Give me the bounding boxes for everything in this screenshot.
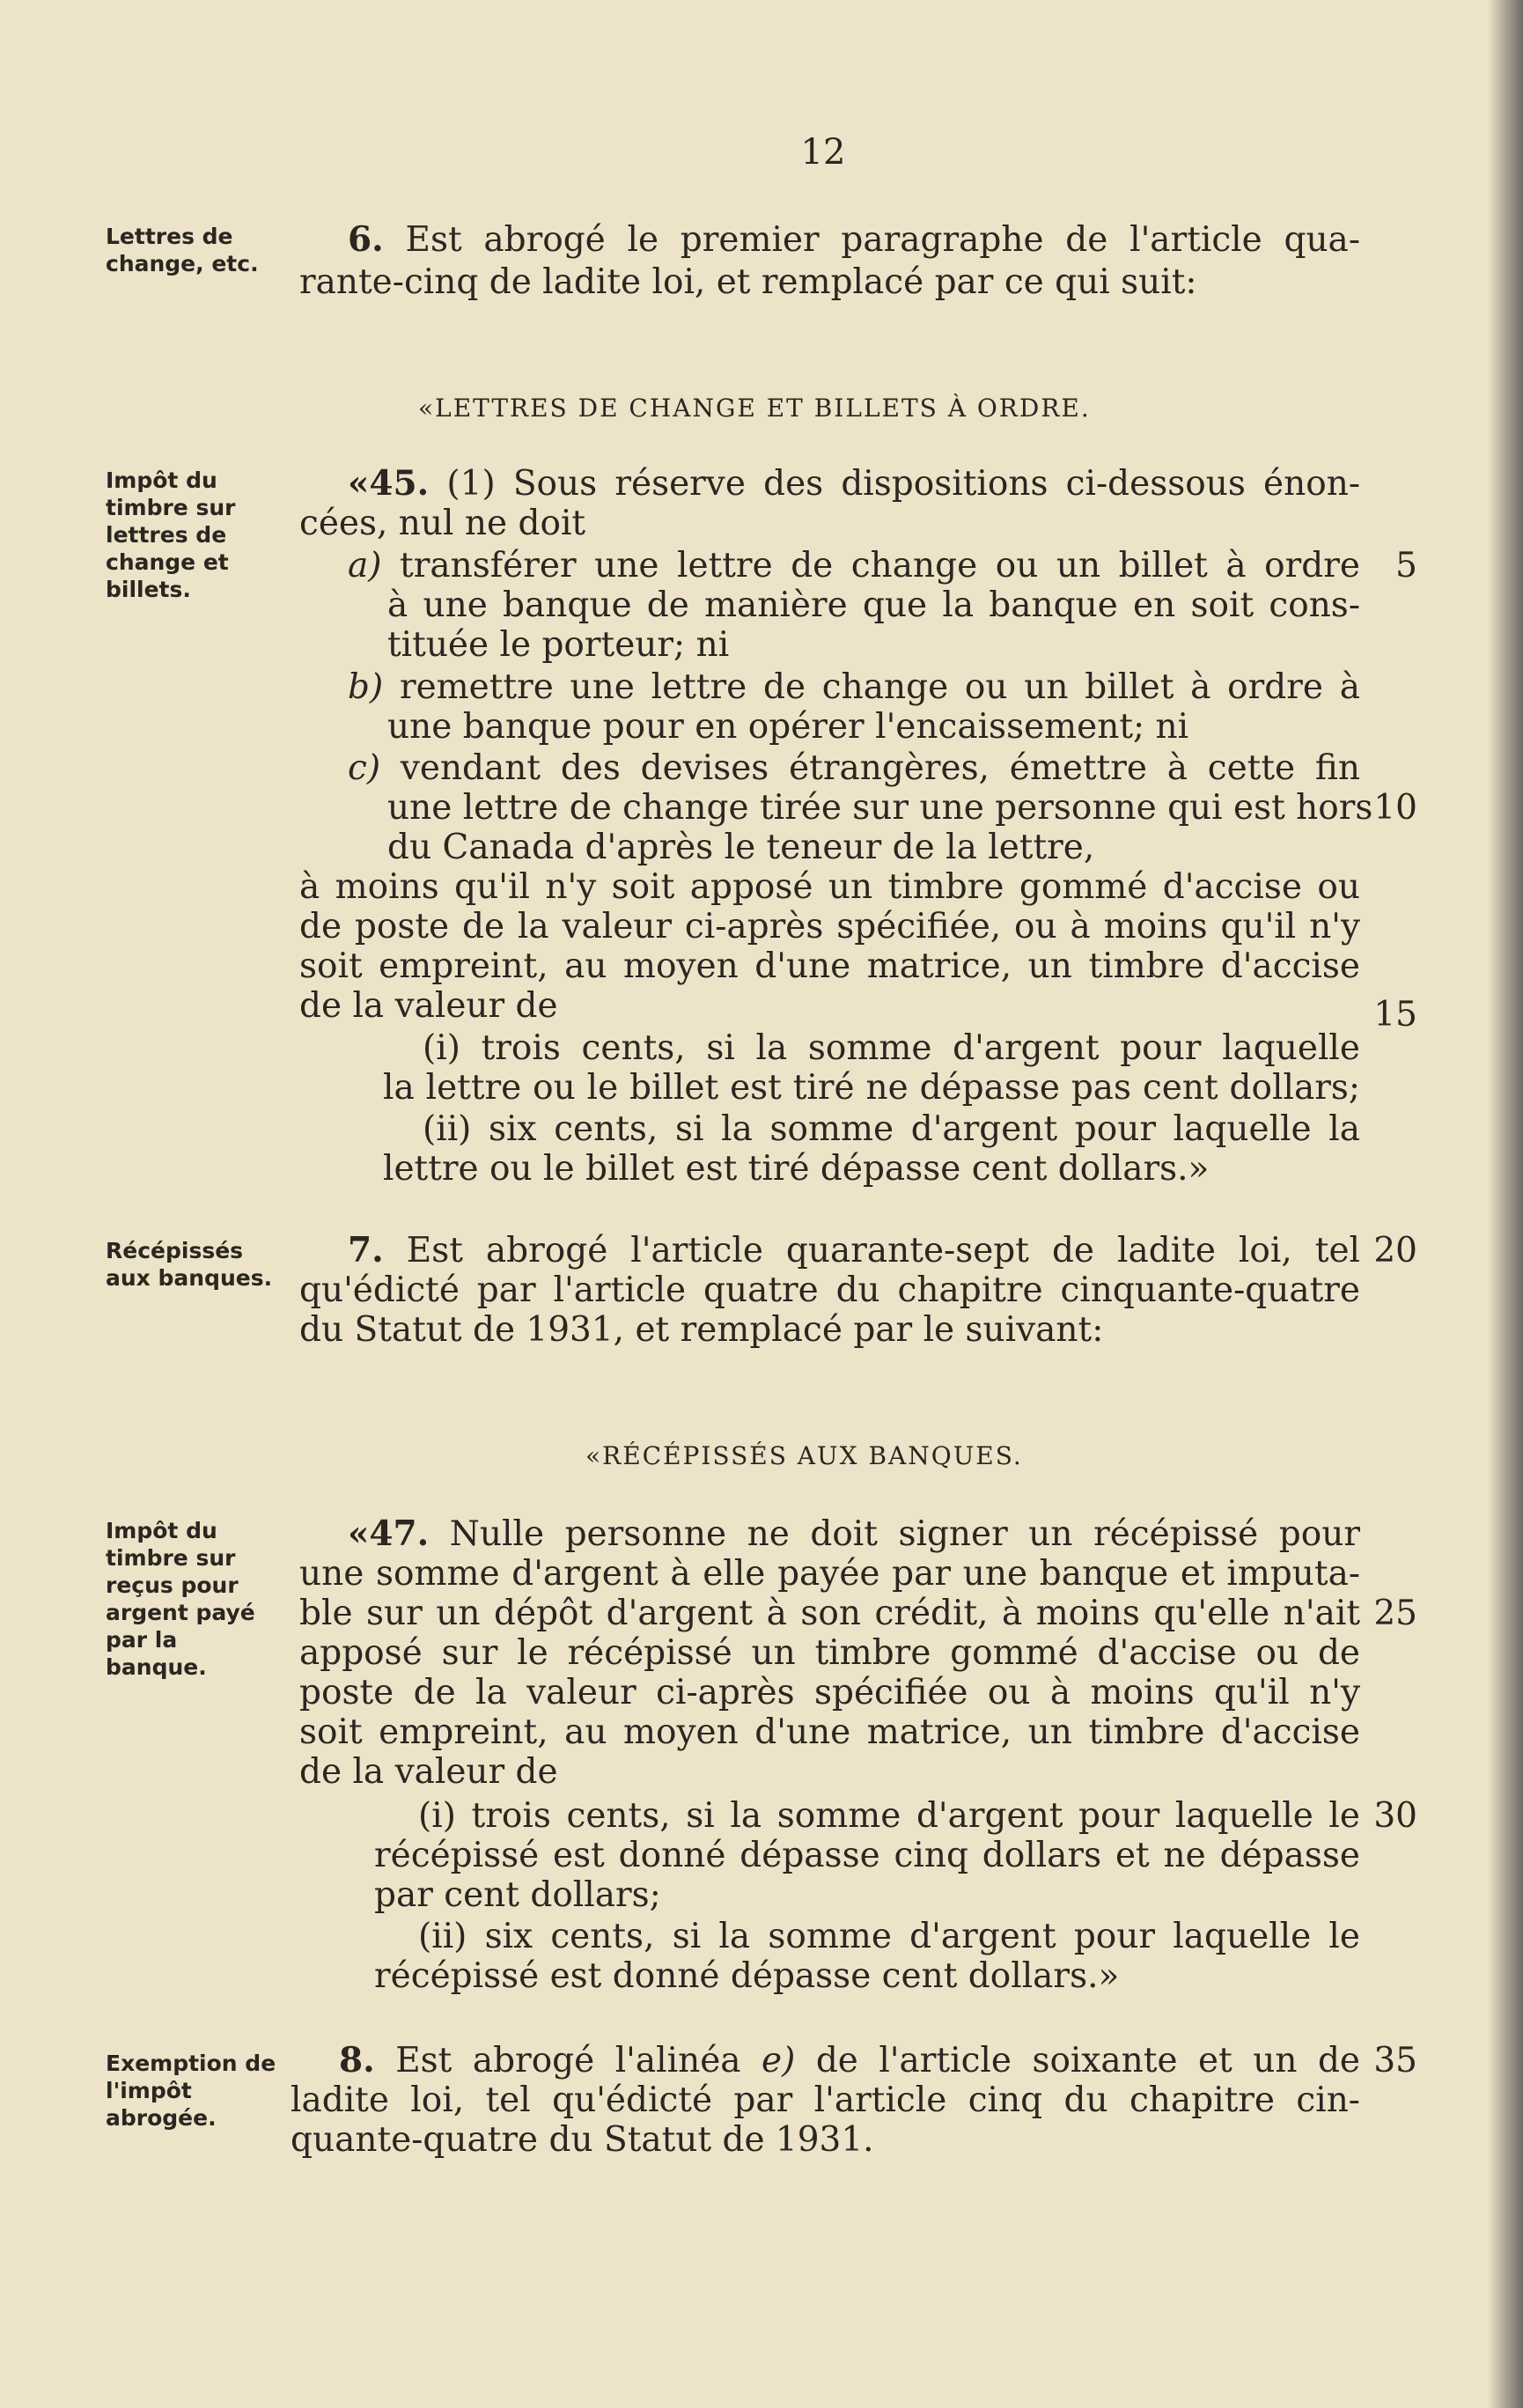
- s6-line-1: 6. Est abrogé le premier paragraphe de l'article qua-: [348, 219, 1360, 260]
- s45-a-line-1: a) transférer une lettre de change ou un billet à ordre: [348, 546, 1360, 585]
- page-number: 12: [800, 132, 846, 173]
- s45-i-line-2: la lettre ou le billet est tiré ne dépasse pas cent dollars;: [383, 1068, 1360, 1108]
- s47-i-line-3: par cent dollars;: [374, 1875, 661, 1915]
- line-number-25: 25: [1373, 1594, 1417, 1633]
- s45-number: «45.: [348, 463, 430, 504]
- s45-p-line-2: de poste de la valeur ci-après spécifiée, ou à moins qu'il n'y: [299, 907, 1360, 946]
- s47-ii-line-1: (ii) six cents, si la somme d'argent pour laquelle le: [418, 1917, 1360, 1956]
- line-number-5: 5: [1395, 546, 1417, 585]
- line-number-10: 10: [1373, 788, 1417, 828]
- s7-line-1: 7. Est abrogé l'article quarante-sept de ladite loi, tel: [348, 1230, 1360, 1270]
- s7-line-3: du Statut de 1931, et remplacé par le suivant:: [299, 1310, 1104, 1350]
- s8-number: 8.: [339, 2040, 375, 2080]
- s6-line-2: rante-cinq de ladite loi, et remplacé par ce qui suit:: [299, 262, 1197, 302]
- s45-a-line-3: tituée le porteur; ni: [387, 625, 730, 665]
- s47-ii-line-2: récépissé est donné dépasse cent dollars.»: [374, 1956, 1120, 1996]
- s47-line-4: apposé sur le récépissé un timbre gommé d'accise ou de: [299, 1633, 1360, 1673]
- s45-ii-line-2: lettre ou le billet est tiré dépasse cent dollars.»: [383, 1149, 1210, 1189]
- s45-line-2: cées, nul ne doit: [299, 504, 586, 543]
- margin-note-exemption: Exemption de l'impôt abrogée.: [106, 2051, 276, 2131]
- heading-recepisses: «RÉCÉPISSÉS AUX BANQUES.: [585, 1441, 1023, 1470]
- s45-c-line-3: du Canada d'après le teneur de la lettre,: [387, 828, 1095, 867]
- page-edge-shadow: [1488, 0, 1523, 2408]
- s45-b-line-1: b) remettre une lettre de change ou un billet à ordre à: [348, 667, 1360, 707]
- s45-line-1: «45. (1) Sous réserve des dispositions ci-dessous énon-: [348, 463, 1360, 504]
- line-number-20: 20: [1373, 1231, 1417, 1270]
- s45-b-line-2: une banque pour en opérer l'encaissement; ni: [387, 707, 1189, 747]
- s45-p-line-1: à moins qu'il n'y soit apposé un timbre gommé d'accise ou: [299, 867, 1360, 907]
- s45-p-line-3: soit empreint, au moyen d'une matrice, un timbre d'accise: [299, 946, 1360, 986]
- s47-line-3: ble sur un dépôt d'argent à son crédit, à moins qu'elle n'ait: [299, 1594, 1360, 1633]
- s47-line-6: soit empreint, au moyen d'une matrice, un timbre d'accise: [299, 1712, 1360, 1752]
- s45-c-line-2: une lettre de change tirée sur une personne qui est hors: [387, 788, 1373, 828]
- s6-number: 6.: [348, 219, 384, 260]
- s8-line-2: ladite loi, tel qu'édicté par l'article cinq du chapitre cin-: [291, 2080, 1360, 2120]
- s45-i-line-1: (i) trois cents, si la somme d'argent pour laquelle: [423, 1028, 1360, 1068]
- s45-p-line-4: de la valeur de: [299, 986, 558, 1026]
- s7-line-2: qu'édicté par l'article quatre du chapitre cinquante-quatre: [299, 1270, 1360, 1310]
- s8-line-3: quante-quatre du Statut de 1931.: [291, 2120, 874, 2160]
- s45-a-line-2: à une banque de manière que la banque en soit cons-: [387, 585, 1360, 625]
- s47-i-line-2: récépissé est donné dépasse cinq dollars et ne dépasse: [374, 1836, 1360, 1875]
- s8-line-1: 8. Est abrogé l'alinéa e) de l'article soixante et un de: [339, 2040, 1360, 2080]
- s7-number: 7.: [348, 1230, 384, 1270]
- heading-lettres-de-change: «LETTRES DE CHANGE ET BILLETS À ORDRE.: [418, 394, 1091, 423]
- s45-ii-line-1: (ii) six cents, si la somme d'argent pour laquelle la: [423, 1109, 1360, 1149]
- s47-number: «47.: [348, 1513, 430, 1554]
- margin-note-impot-recus: Impôt du timbre sur reçus pour argent payé par la banque.: [106, 1518, 255, 1680]
- line-number-35: 35: [1373, 2041, 1417, 2080]
- line-number-15: 15: [1373, 995, 1417, 1035]
- s47-line-5: poste de la valeur ci-après spécifiée ou à moins qu'il n'y: [299, 1673, 1360, 1712]
- s47-line-1: «47. Nulle personne ne doit signer un récépissé pour: [348, 1513, 1360, 1554]
- s47-i-line-1: (i) trois cents, si la somme d'argent pour laquelle le: [418, 1796, 1360, 1836]
- s47-line-7: de la valeur de: [299, 1752, 558, 1792]
- margin-note-impot-timbre: Impôt du timbre sur lettres de change et billets.: [106, 468, 236, 602]
- s47-line-2: une somme d'argent à elle payée par une banque et imputa-: [299, 1554, 1360, 1594]
- margin-note-lettres: Lettres de change, etc.: [106, 224, 259, 276]
- margin-note-recepisses: Récépissés aux banques.: [106, 1238, 273, 1291]
- s45-c-line-1: c) vendant des devises étrangères, émettre à cette fin: [348, 748, 1360, 788]
- line-number-30: 30: [1373, 1796, 1417, 1836]
